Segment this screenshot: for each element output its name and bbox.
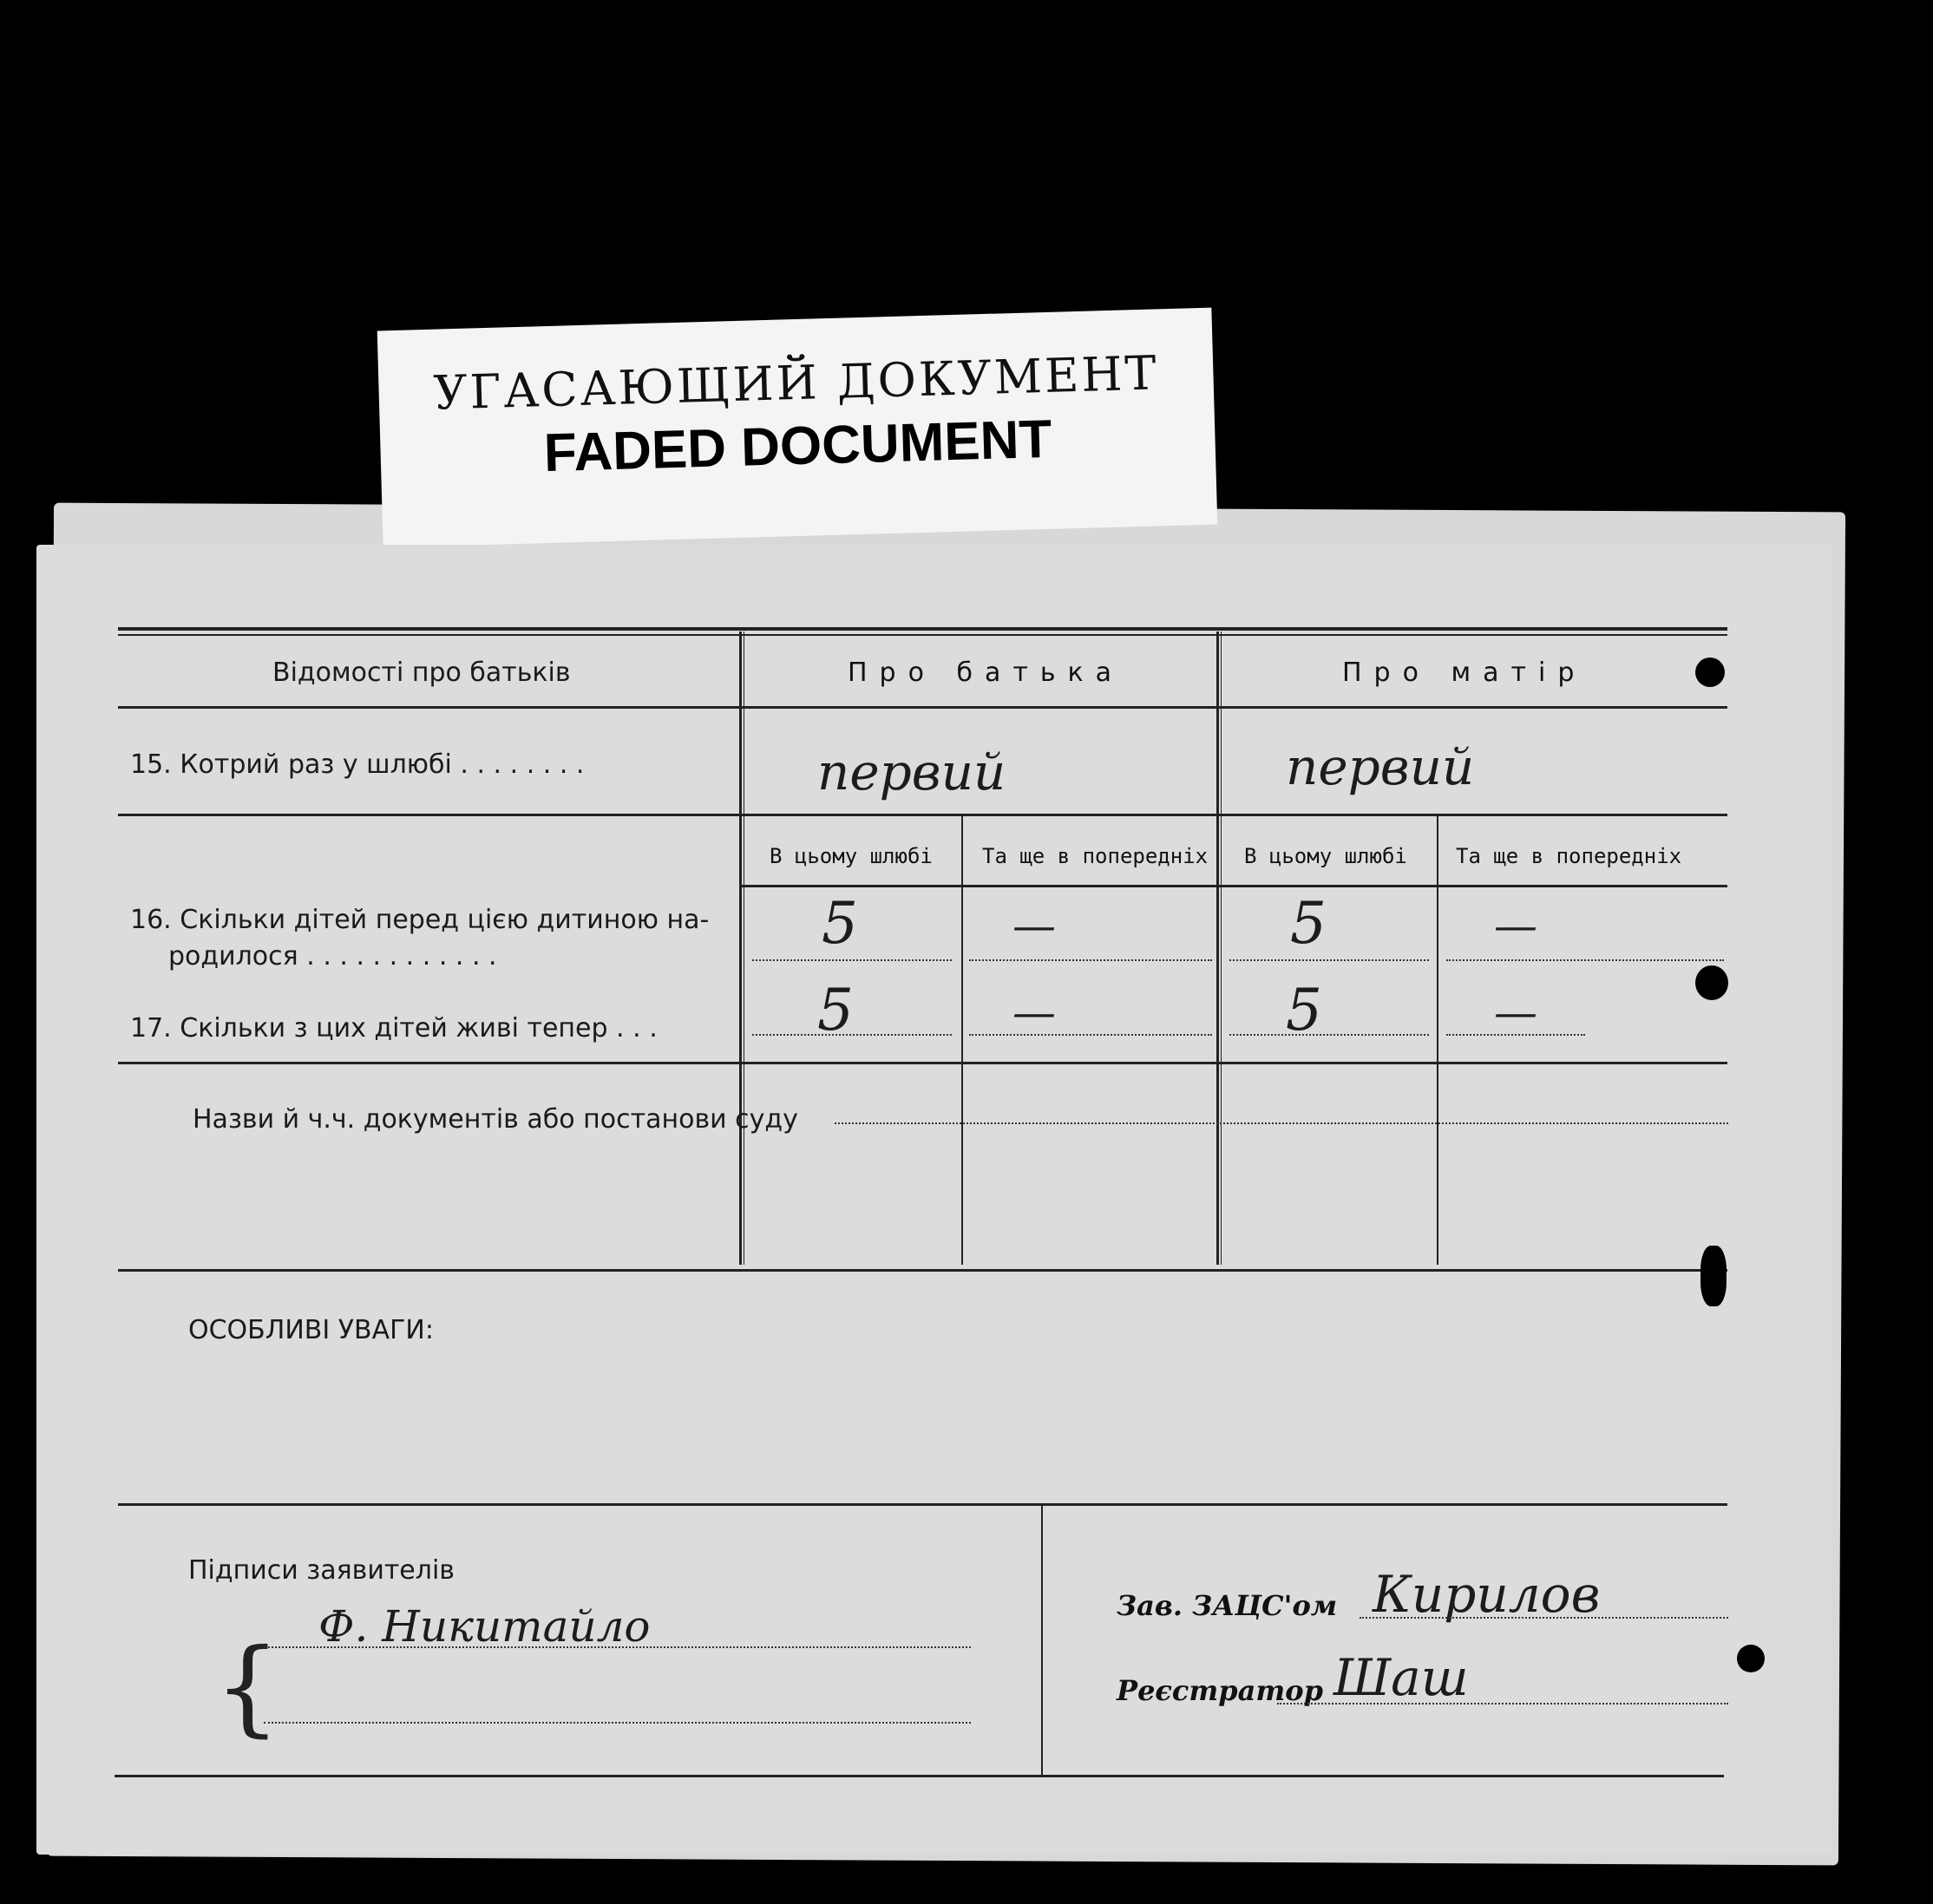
banner-english-text: FADED DOCUMENT: [542, 409, 1053, 484]
special-notes-label: ОСОБЛИВІ УВАГИ:: [188, 1315, 434, 1345]
row16-mother-prev: —: [1494, 900, 1537, 951]
col-separator-1: [739, 631, 742, 1265]
row16-label-line2: родилося . . . . . . . . . . . .: [168, 941, 497, 972]
applicants-signatures-label: Підписи заявителів: [188, 1555, 455, 1586]
row17-label: 17. Скільки з цих дітей живі тепер . . .: [130, 1013, 658, 1044]
signatures-separator: [1041, 1506, 1043, 1775]
registrar-signature: Шаш: [1333, 1648, 1469, 1707]
top-rule: [118, 627, 1727, 631]
registrar-line: [1277, 1703, 1728, 1704]
header-about-mother: Про матір: [1342, 658, 1587, 688]
subheader-bottom-rule: [741, 885, 1727, 887]
row17-father-this: 5: [817, 977, 854, 1044]
applicant-signature: Ф. Никитайло: [318, 1601, 651, 1652]
notes-bottom-rule: [118, 1503, 1727, 1506]
col-separator-2: [1216, 631, 1219, 1265]
subcol-separator-father: [961, 815, 963, 1265]
applicants-brace: {: [214, 1627, 281, 1748]
documents-bottom-rule: [118, 1269, 1727, 1272]
row17-mother-this-line: [1229, 1034, 1429, 1036]
punch-hole: [1695, 658, 1725, 687]
head-of-registry-signature: Кирилов: [1373, 1565, 1601, 1624]
banner-russian-text: УГАСАЮЩИЙ ДОКУМЕНТ: [432, 345, 1160, 421]
header-parents-info: Відомості про батьків: [272, 658, 571, 688]
subheader-mother-this-marriage: В цьому шлюбі: [1244, 844, 1407, 868]
row15-father-value: первий: [817, 743, 1006, 802]
row16-father-this-line: [752, 959, 952, 961]
subheader-father-previous: Та ще в попередніх: [982, 844, 1209, 868]
punch-hole: [1737, 1645, 1765, 1672]
row17-father-this-line: [752, 1034, 952, 1036]
row16-father-prev-line: [969, 959, 1212, 961]
registrar-label: Реєстратор: [1117, 1674, 1323, 1707]
row17-mother-this: 5: [1286, 977, 1322, 1044]
subheader-mother-previous: Та ще в попередніх: [1456, 844, 1682, 868]
applicant-signature-line-1: [264, 1646, 971, 1648]
row17-father-prev: —: [1012, 987, 1056, 1037]
subcol-separator-mother: [1437, 815, 1438, 1265]
header-about-father: Про батька: [848, 658, 1124, 688]
top-rule-thin: [118, 634, 1727, 636]
head-of-registry-label: Зав. ЗАЦС'ом: [1117, 1589, 1338, 1622]
col-separator-2b: [1221, 631, 1222, 1265]
row16-mother-prev-line: [1446, 959, 1724, 961]
row17-bottom-rule: [118, 1062, 1727, 1064]
row15-label: 15. Котрий раз у шлюбі . . . . . . . .: [130, 749, 585, 780]
row17-mother-prev: —: [1494, 987, 1537, 1037]
subheader-father-this-marriage: В цьому шлюбі: [770, 844, 933, 868]
row16-mother-this: 5: [1290, 890, 1327, 957]
row16-mother-this-line: [1229, 959, 1429, 961]
row16-father-prev: —: [1012, 900, 1056, 951]
faded-document-banner: [377, 308, 1218, 548]
documents-line: [835, 1122, 1728, 1124]
row17-father-prev-line: [969, 1034, 1212, 1036]
row17-mother-prev-line: [1446, 1034, 1585, 1036]
registration-form-card: [36, 545, 1832, 1855]
row15-bottom-rule: [118, 814, 1727, 816]
bottom-rule: [115, 1775, 1724, 1777]
punch-hole: [1700, 1246, 1727, 1306]
punch-hole: [1695, 965, 1728, 1000]
applicant-signature-line-2: [264, 1722, 971, 1724]
header-bottom-rule: [118, 706, 1727, 709]
row16-father-this: 5: [822, 890, 858, 957]
documents-label: Назви й ч.ч. документів або постанови суду: [193, 1104, 798, 1135]
head-of-registry-line: [1360, 1617, 1728, 1619]
row16-label-line1: 16. Скільки дітей перед цією дитиною на-: [130, 905, 710, 935]
row15-mother-value: первий: [1286, 737, 1475, 796]
